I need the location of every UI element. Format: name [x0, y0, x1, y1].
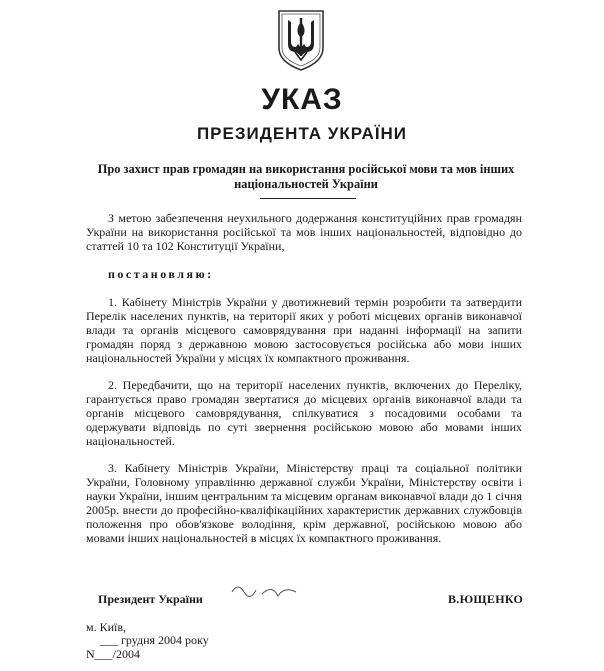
- trident-emblem-icon: [276, 8, 326, 72]
- heading-divider: [260, 198, 356, 199]
- document-title: УКАЗ: [261, 83, 343, 116]
- place-city: м. Київ,: [86, 620, 127, 634]
- paragraph-3: 3. Кабінету Міністрів України, Міністерству праці та соціальної політики України, Головному управлінню державної служби України, Міністерству освіти і науки України, іншим центральним та місцевим органам виконавчої влади до 1 січня 2005р. внести до професійно-кваліфікаційних характеристик державних службовців положення про обов'язкове володіння, крім державної, російською мовою або мовами інших національностей в місцях їх компактного проживання.: [86, 461, 522, 545]
- decree-date: ___ грудня 2004 року: [100, 633, 209, 647]
- document-heading: Про захист прав громадян на використання російської мови та мов інших національностей України: [97, 162, 515, 191]
- intro-paragraph: З метою забезпечення неухильного додержання конституційних прав громадян України на використання російської та мов інших національностей, відповідно до статтей 10 та 102 Конституції України,: [86, 211, 522, 253]
- handwritten-signature: [226, 578, 426, 608]
- decree-word: постановляю:: [108, 267, 214, 281]
- paragraph-2: 2. Передбачити, що на території населених пунктів, включених до Переліку, гарантується право громадян звертатися до місцевих органів виконавчої влади та органів місцевого самоврядування, спілкуватися з посадовими особами та одержувати відповідь по суті звернення російською мовою або мовами інших національностей.: [86, 378, 522, 448]
- signatory-title: Президент України: [98, 592, 203, 606]
- decree-number: N___/2004: [86, 647, 140, 661]
- paragraph-1: 1. Кабінету Міністрів України у двотижневий термін розробити та затвердити Перелік населених пунктів, на території яких у роботі місцевих органів виконавчої влади та органів місцевого самоврядування при наданні інформації на запити громадян поряд з державною мовою застосовується російська або мови інших національностей України у місцях їх компактного проживання.: [86, 295, 522, 365]
- document-subtitle: ПРЕЗИДЕНТА УКРАЇНИ: [196, 124, 408, 143]
- signatory-name: В.ЮЩЕНКО: [448, 592, 524, 606]
